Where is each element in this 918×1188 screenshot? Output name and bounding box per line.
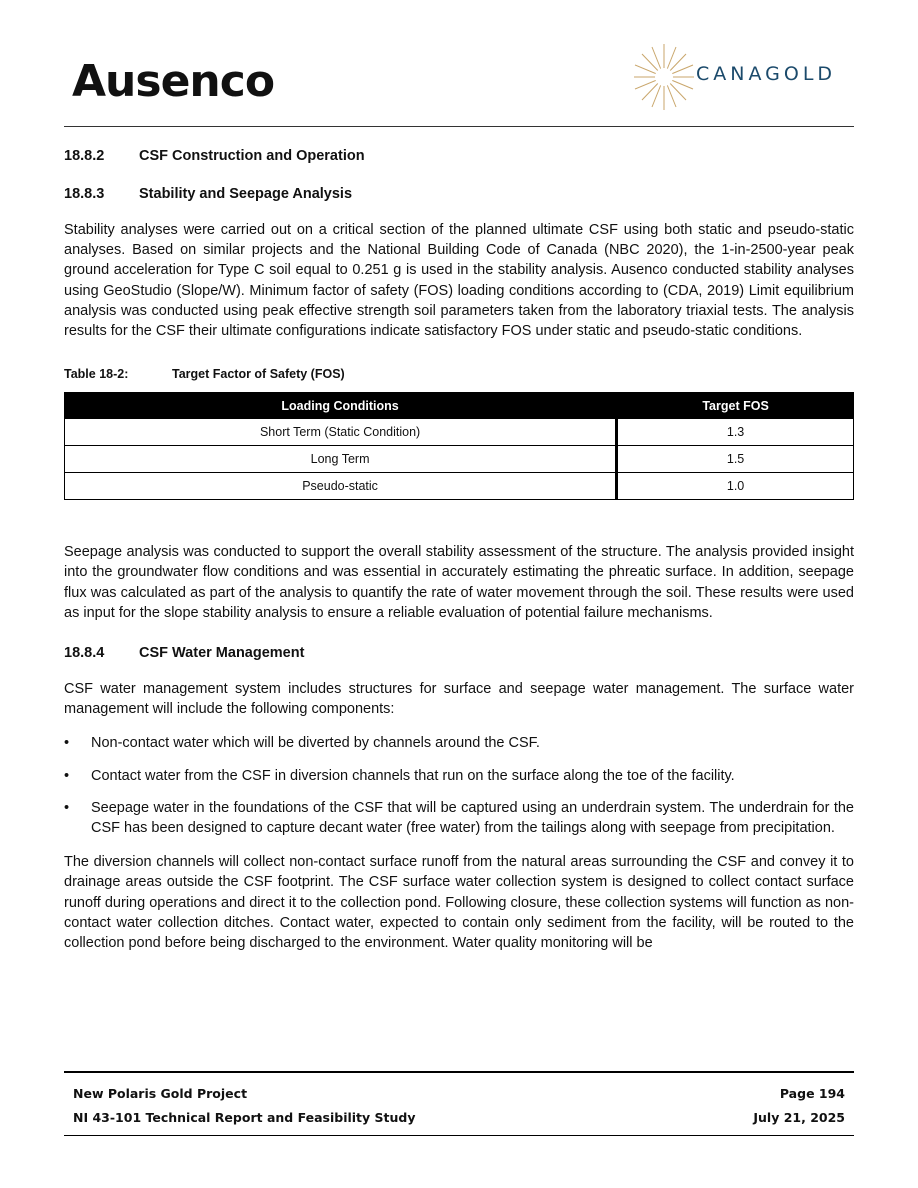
stability-paragraph: Stability analyses were carried out on a critical section of the planned ultimate CSF using both static and pseudo-static analyses. Based on similar projects and the National Building Code of Canada (NBC 2020), the 1-in-2500-year peak ground acceleration for Type C soil equal to 0.251 g is used in the stability analysis. Ausenco conducted stability analyses using GeoStudio (Slope/W). Minimum factor of safety (FOS) loading conditions according to (CDA, 2019) Limit equilibrium analysis was conducted using peak effective strength soil parameters taken from the laboratory triaxial tests. The analysis results for the CSF their ultimate configurations indicate satisfactory FOS under static and pseudo-static conditions. [64,222,854,340]
table-title: Target Factor of Safety (FOS) [172,367,345,382]
table-caption [64,367,854,381]
target-fos-cell: 1.5 [617,446,854,473]
sunburst-icon [632,42,696,112]
fos-table [64,392,854,500]
loading-condition-cell: Pseudo-static [65,473,617,500]
components-list [64,733,854,838]
footer-page-number: Page 194 [779,1086,845,1101]
water-management-intro: CSF water management system includes structures for surface and seepage water management. The surface water management will include the following components: [64,681,854,718]
section-number: 18.8.4 [64,645,105,662]
header-loading-conditions: Loading Conditions [65,393,617,419]
table-row [65,419,854,446]
page-content [64,148,854,953]
footer-divider-top [64,1071,854,1073]
section-number: 18.8.3 [64,186,105,202]
section-number: 18.8.2 [64,148,105,164]
bullet-icon: • [64,735,70,752]
footer-report-title: NI 43-101 Technical Report and Feasibility Study [73,1110,416,1125]
footer-line-2 [73,1110,845,1125]
list-item [64,798,854,838]
list-item-text: Seepage water in the foundations of the CSF that will be captured using an underdrain system. The underdrain for the CSF has been designed to capture decant water (free water) from the tailings along with seepage from precipitation. [91,799,854,837]
list-item [64,733,854,753]
section-title: CSF Water Management [139,645,305,662]
footer-date: July 21, 2025 [753,1110,845,1125]
section-title: Stability and Seepage Analysis [139,186,353,202]
ausenco-logo: Ausenco [72,56,275,107]
header-target-fos: Target FOS [617,393,854,419]
target-fos-cell: 1.0 [617,473,854,500]
table-number: Table 18-2: [64,367,129,382]
table-row [65,446,854,473]
section-heading-18-8-2 [64,148,854,164]
footer-divider-bottom [64,1135,854,1136]
canagold-wordmark: CANAGOLD [696,63,837,85]
loading-condition-cell: Long Term [65,446,617,473]
section-title: CSF Construction and Operation [139,148,365,164]
diversion-paragraph: The diversion channels will collect non-contact surface runoff from the natural areas surrounding the CSF and convey it to drainage areas outside the CSF footprint. The CSF surface water collection system is designed to collect contact surface runoff during operations and direct it to the collection pond. Following closure, these collection systems will function as non-contact water collection ditches. Contact water, expected to contain only sediment from the facility, will be routed to the collection pond before being discharged to the environment. Water quality monitoring will be [64,854,854,952]
header-divider [64,126,854,127]
section-heading-18-8-3 [64,186,854,202]
loading-condition-cell: Short Term (Static Condition) [65,419,617,446]
footer-project: New Polaris Gold Project [73,1086,248,1101]
table-row [65,473,854,500]
list-item-text: Contact water from the CSF in diversion channels that run on the surface along the toe of the facility. [91,767,735,784]
seepage-paragraph: Seepage analysis was conducted to support the overall stability assessment of the structure. The analysis provided insight into the groundwater flow conditions and was essential in accurately estimating the phreatic surface. In addition, seepage flux was calculated as part of the analysis to quantify the rate of water movement through the soil. These results were used as input for the slope stability analysis to ensure a reliable evaluation of potential failure mechanisms. [64,544,854,621]
canagold-logo [632,42,852,112]
footer-line-1 [73,1086,845,1101]
list-item [64,766,854,786]
list-item-text: Non-contact water which will be diverted by channels around the CSF. [91,735,540,752]
table-header-row [65,393,854,419]
bullet-icon: • [64,767,70,784]
bullet-icon: • [64,799,70,816]
section-heading-18-8-4 [64,645,854,661]
target-fos-cell: 1.3 [617,419,854,446]
